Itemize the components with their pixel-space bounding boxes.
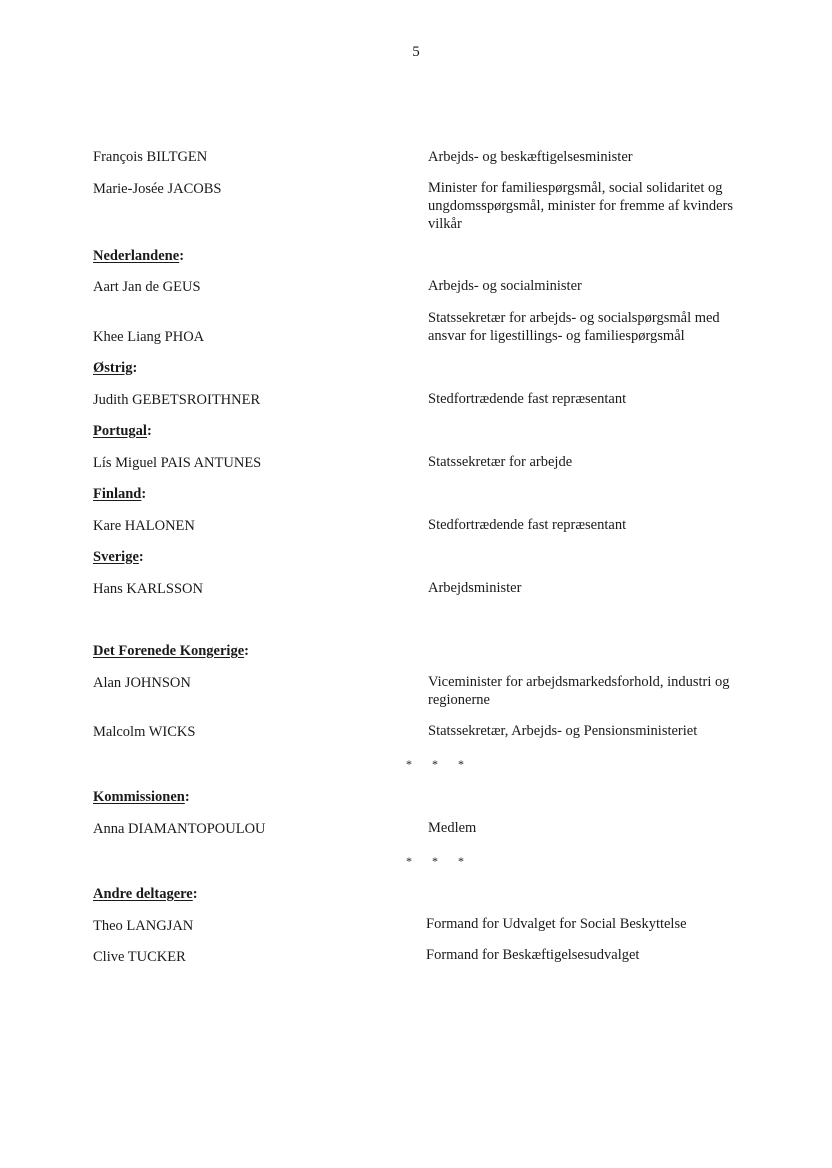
member-role: Formand for Beskæftigelsesudvalget (426, 947, 640, 963)
member-name: Aart Jan de GEUS (93, 279, 201, 295)
member-name: Anna DIAMANTOPOULOU (93, 821, 266, 837)
member-role: Statssekretær, Arbejds- og Pensionsministeriet (428, 723, 698, 739)
member-name: Hans KARLSSON (93, 581, 203, 597)
member-name: Alan JOHNSON (93, 675, 191, 691)
section-heading-andre-deltagere: Andre deltagere: (93, 886, 198, 902)
member-name: Malcolm WICKS (93, 724, 196, 740)
member-role: Stedfortrædende fast repræsentant (428, 391, 627, 407)
member-role: Statssekretær for arbejds- og socialspørgsmål med ansvar for ligestillings- og familiespørgsmål (428, 310, 720, 344)
separator-stars: * * * (406, 757, 464, 771)
member-name: Khee Liang PHOA (93, 329, 205, 345)
member-name: Lís Miguel PAIS ANTUNES (93, 455, 262, 471)
member-name: Clive TUCKER (93, 949, 186, 965)
member-role: Stedfortrædende fast repræsentant (428, 517, 627, 533)
section-heading-portugal: Portugal: (93, 423, 152, 439)
member-role: Viceminister for arbejdsmarkedsforhold, industri og regionerne (428, 674, 730, 708)
member-name: Marie-Josée JACOBS (93, 181, 222, 197)
section-heading-ostrig: Østrig: (93, 360, 138, 376)
member-role: Statssekretær for arbejde (428, 454, 573, 470)
separator-stars: * * * (406, 854, 464, 868)
section-heading-nederlandene: Nederlandene: (93, 248, 185, 264)
section-heading-uk: Det Forenede Kongerige: (93, 643, 249, 659)
member-role: Medlem (428, 820, 477, 836)
page-number: 5 (412, 44, 420, 60)
member-role: Arbejds- og beskæftigelsesminister (428, 149, 633, 165)
section-heading-finland: Finland: (93, 486, 147, 502)
member-role: Arbejds- og socialminister (428, 278, 582, 294)
section-heading-kommissionen: Kommissionen: (93, 789, 190, 805)
section-heading-sverige: Sverige: (93, 549, 144, 565)
member-name: Judith GEBETSROITHNER (93, 392, 261, 408)
member-role: Minister for familiespørgsmål, social solidaritet og ungdomsspørgsmål, minister for fremme af kvinders vilkår (428, 180, 733, 232)
member-name: François BILTGEN (93, 149, 208, 165)
member-name: Kare HALONEN (93, 518, 195, 534)
member-role: Arbejdsminister (428, 580, 522, 596)
member-name: Theo LANGJAN (93, 918, 194, 934)
member-role: Formand for Udvalget for Social Beskyttelse (426, 916, 687, 932)
